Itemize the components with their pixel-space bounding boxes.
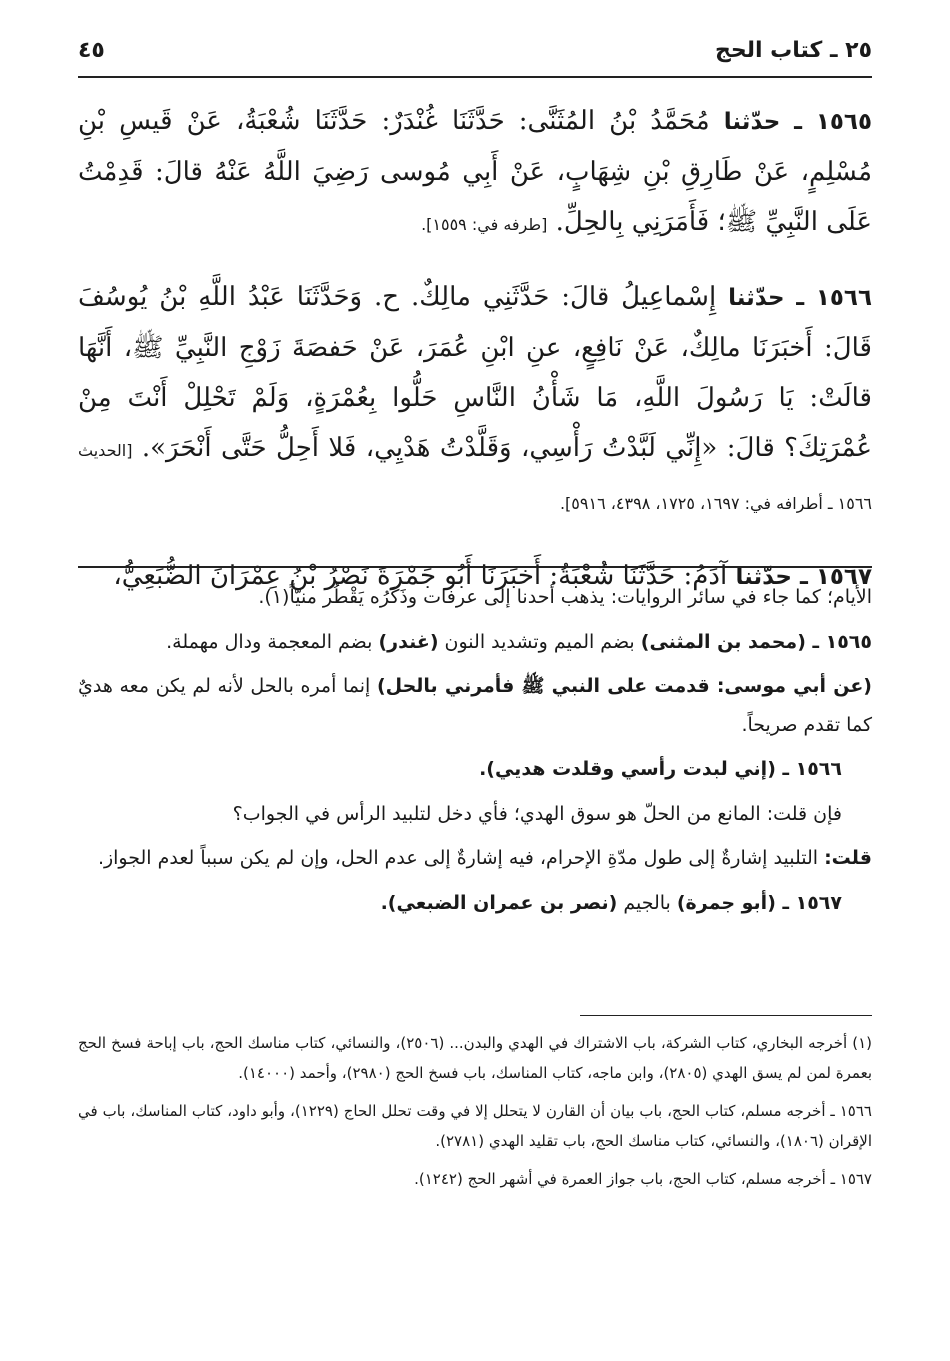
- page-header: [78, 36, 872, 78]
- hadith-number: ١٥٦٧ ـ حدّثنا: [735, 564, 872, 590]
- hadith-reference: [طرفه في: ١٥٥٩].: [421, 215, 548, 234]
- commentary-paragraph: [78, 795, 872, 834]
- commentary-paragraph: [78, 884, 872, 923]
- commentary-paragraph: [78, 750, 872, 789]
- hadith-body: مُحَمَّدُ بْنُ المُثَنَّى: حَدَّثَنَا غُنْدَرٌ: حَدَّثَنَا شُعْبَةُ، عَنْ قَيسِ بْنِ مُسْلِمٍ، عَنْ طَارِقِ بْنِ شِهَابٍ، عَنْ أَبِي مُوسى رَضِيَ اللَّهُ عَنْهُ قالَ: قَدِمْتُ عَلَى النَّبِيِّ ﷺ؛ فَأَمَرَنِي بِالحِلِّ.: [78, 106, 872, 237]
- commentary-block: [78, 578, 872, 928]
- commentary-text: بضم المعجمة ودال مهملة.: [166, 630, 379, 653]
- hadith-number: ١٥٦٦ ـ حدّثنا: [728, 285, 872, 311]
- commentary-heading: ١٥٦٥ ـ (محمد بن المثنى): [640, 630, 872, 653]
- commentary-heading: قلت:: [824, 847, 872, 869]
- hadith-text-block: [78, 96, 872, 626]
- commentary-heading: (غندر): [378, 630, 439, 653]
- footnote: (١) أخرجه البخاري، كتاب الشركة، باب الاشتراك في الهدي والبدن... (٢٥٠٦)، والنسائي، كتاب مناسك الحج، باب إباحة فسخ الحج بعمرة لمن لم يسق الهدي (٢٨٠٥)، وابن ماجه، كتاب المناسك، باب فسخ الحج (٢٩٨٠)، وأحمد (١٤٠٠٠).: [78, 1034, 872, 1082]
- commentary-paragraph: [78, 578, 872, 617]
- commentary-heading: (نصر بن عمران الضبعي).: [380, 891, 618, 914]
- page-number: ٤٥: [78, 38, 105, 63]
- commentary-text: التلبيد إشارةٌ إلى طول مدّةِ الإحرام، فيه إشارةٌ إلى عدم الحل، وإن لم يكن سبباً لعدم الجواز.: [97, 847, 825, 869]
- hadith-reference: [الحديث ١٥٦٦ ـ أطرافه في: ١٦٩٧، ١٧٢٥، ٤٣٩٨، ٥٩١٦].: [78, 441, 872, 513]
- commentary-heading: ١٥٦٦ ـ (إني لبدت رأسي وقلدت هديي).: [479, 758, 842, 780]
- commentary-paragraph: [78, 839, 872, 878]
- commentary-text: بضم الميم وتشديد النون: [438, 630, 641, 653]
- commentary-paragraph: [78, 623, 872, 662]
- hadith-1566: [78, 272, 872, 529]
- commentary-text: بالجيم: [617, 891, 677, 914]
- commentary-text: إنما أمره بالحل لأنه لم يكن معه هديٌ كما تقدم صريحاً.: [78, 675, 872, 736]
- commentary-heading: ١٥٦٧ ـ (أبو جمرة): [676, 891, 842, 914]
- section-divider: [78, 566, 872, 568]
- hadith-1565: [78, 96, 872, 250]
- hadith-body: إِسْماعِيلُ قالَ: حَدَّثَنِي مالِكٌ. ح. وَحَدَّثَنَا عَبْدُ اللَّهِ بْنُ يُوسُفَ قَالَ: أَخبَرَنَا مالِكٌ، عَنْ نَافِعٍ، عنِ ابْنِ عُمَرَ، عَنْ حَفصَةَ زَوْجِ النَّبِيِّ ﷺ، أَنَّهَا قالَتْ: يَا رَسُولَ اللَّهِ، مَا شَأْنُ النَّاسِ حَلُّوا بِعُمْرَةٍ، وَلَمْ تَحْلِلْ أَنْتَ مِنْ عُمْرَتِكَ؟ قالَ: «إِنِّي لَبَّدْتُ رَأْسِي، وَقَلَّدْتُ هَدْيِي، فَلا أَحِلُّ حَتَّى أَنْحَرَ».: [78, 282, 872, 463]
- hadith-body: آدَمُ: حَدَّثَنَا شُعْبَةُ: أَخبَرَنَا أَبُو جَمْرَةَ نَصْرُ بْنُ عِمْرَانَ الضُّبَعِيُّ،: [113, 561, 736, 591]
- footnote-divider: [580, 1015, 872, 1016]
- commentary-heading: (عن أبي موسى: قدمت على النبي ﷺ فأمرني بالحل): [376, 675, 872, 697]
- footnote: ١٥٦٧ ـ أخرجه مسلم، كتاب الحج، باب جواز العمرة في أشهر الحج (١٢٤٢).: [414, 1170, 872, 1188]
- commentary-text: الأيام؛ كما جاء في سائر الروايات: يذهب أحدنا إلى عرفات وذَكَرُه يَقْطُر منيّاً(١).: [258, 586, 872, 608]
- chapter-title: ٢٥ ـ كتاب الحج: [714, 38, 872, 63]
- commentary-paragraph: [78, 667, 872, 744]
- footnotes-block: [78, 1028, 872, 1202]
- footnote: ١٥٦٦ ـ أخرجه مسلم، كتاب الحج، باب بيان أن القارن لا يتحلل إلا في وقت تحلل الحاج (١٢٢٩)، وأبو داود، كتاب المناسك، باب في الإقران (١٨٠٦)، والنسائي، كتاب مناسك الحج، باب تقليد الهدي (٢٧٨١).: [78, 1102, 872, 1150]
- hadith-number: ١٥٦٥ ـ حدّثنا: [723, 109, 872, 135]
- commentary-text: فإن قلت: المانع من الحلّ هو سوق الهدي؛ فأي دخل لتلبيد الرأس في الجواب؟: [232, 802, 842, 825]
